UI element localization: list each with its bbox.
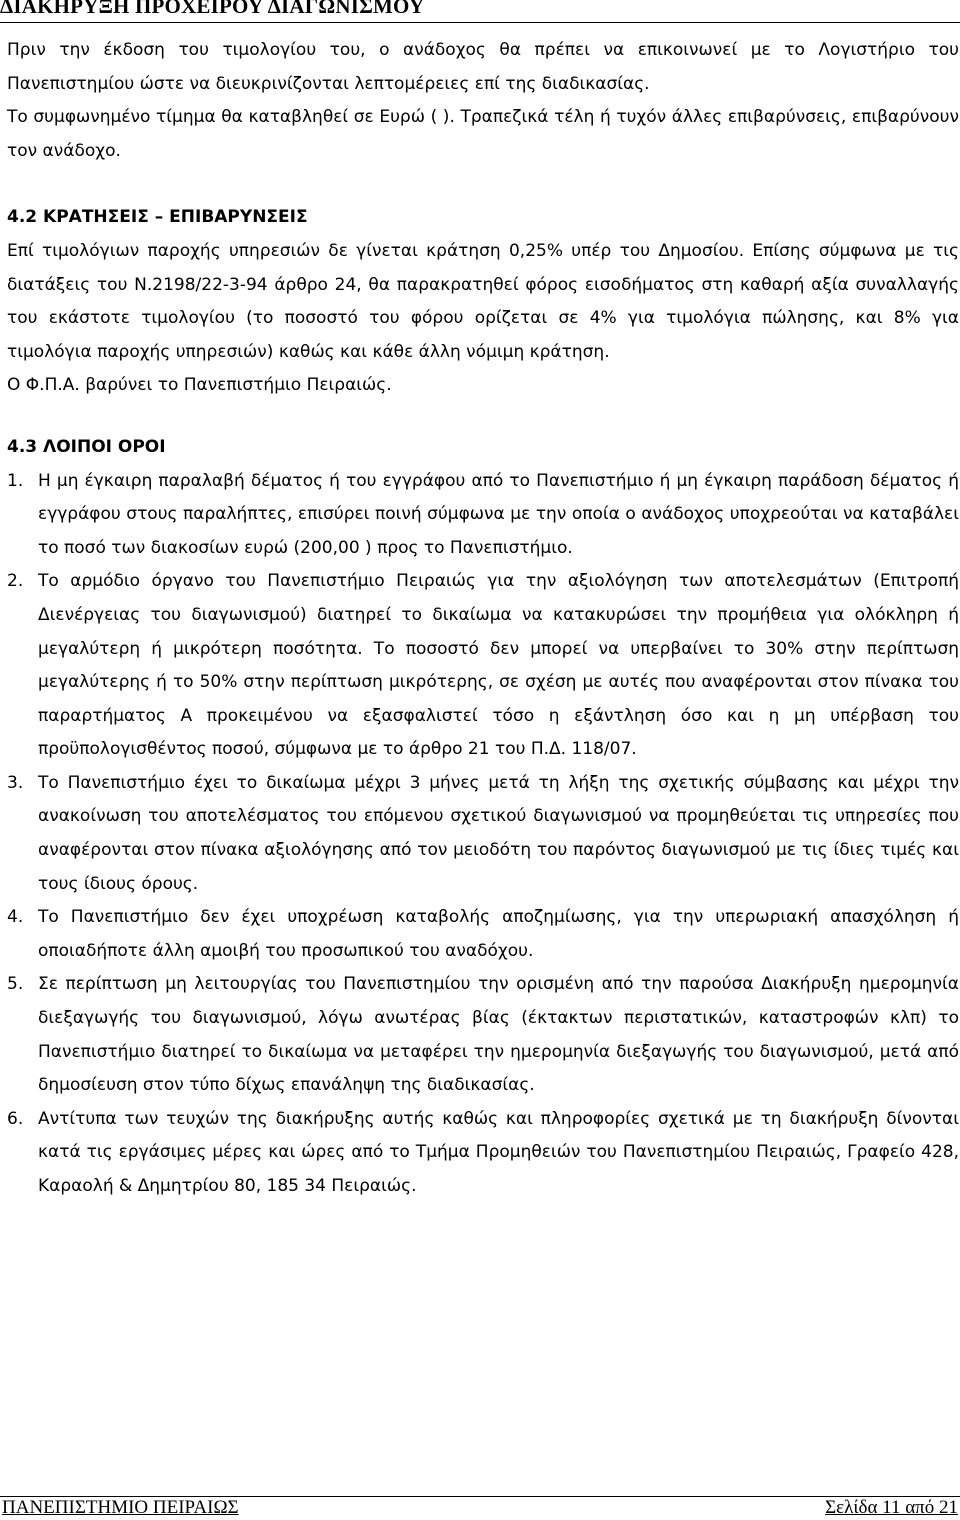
list-item-number: 3. [7, 772, 24, 793]
list-item [7, 1103, 959, 1204]
list-item [7, 465, 959, 566]
list-item-text: Το Πανεπιστήμιο έχει το δικαίωμα μέχρι 3 μήνες μετά τη λήξη της σχετικής σύμβασης και μέχρι την ανακοίνωση του αποτελέσματος του επόμενου σχετικού διαγωνισμού να προμηθεύεται τις υπηρεσίες που αναφέρονται στον πίνακα αξιολόγησης από τον μειοδότη του παρόντος διαγωνισμού με τις ίδιες τιμές και τους ίδιους όρους. [38, 772, 959, 894]
list-item-number: 2. [7, 571, 24, 592]
list-item [7, 767, 959, 901]
list-item-number: 1. [7, 470, 24, 491]
list-item-text: Αντίτυπα των τευχών της διακήρυξης αυτής καθώς και πληροφορίες σχετικά με τη διακήρυξη δίνονται κατά τις εργάσιμες μέρες και ώρες από το Τμήμα Προμηθειών του Πανεπιστημίου Πειραιώς, Γραφείο 428, Καραολή & Δημητρίου 80, 185 34 Πειραιώς. [38, 1108, 959, 1196]
list-item-text: Σε περίπτωση μη λειτουργίας του Πανεπιστημίου την ορισμένη από την παρούσα Διακήρυξη ημερομηνία διεξαγωγής του διαγωνισμού, λόγω ανωτέρας βίας (έκτακτων περιστατικών, καταστροφών κλπ) το Πανεπιστήμιο διατηρεί το δικαίωμα να μεταφέρει την ημερομηνία διεξαγωγής του διαγωνισμού, μετά από δημοσίευση στον τύπο δίχως επανάληψη της διαδικασίας. [38, 974, 959, 1096]
section-4-2-paragraph-2: Ο Φ.Π.Α. βαρύνει το Πανεπιστήμιο Πειραιώς. [7, 375, 392, 396]
section-4-2-paragraph-1: Επί τιμολόγιων παροχής υπηρεσιών δε γίνεται κράτηση 0,25% υπέρ του Δημοσίου. Επίσης σύμφωνα με τις διατάξεις του Ν.2198/22-3-94 άρθρο 24, θα παρακρατηθεί φόρος εισοδήματος στη καθαρή αξία συναλλαγής του εκάστοτε τιμολογίου (το ποσοστό του φόρου ορίζεται σε 4% για τιμολόγια πώλησης, και 8% για τιμολόγια παροχής υπηρεσιών) καθώς και κάθε άλλη νόμιμη κράτηση. [7, 240, 959, 362]
list-item [7, 901, 959, 968]
list-item-text: Το Πανεπιστήμιο δεν έχει υποχρέωση καταβολής αποζημίωσης, για την υπερωριακή απασχόληση ή οποιαδήποτε άλλη αμοιβή του προσωπικού του αναδόχου. [38, 907, 959, 961]
page-header [0, 0, 960, 23]
document-body [7, 34, 959, 1204]
intro-paragraph-2: Το συμφωνημένο τίμημα θα καταβληθεί σε Ευρώ ( ). Τραπεζικά τέλη ή τυχόν άλλες επιβαρύνσεις, επιβαρύνουν τον ανάδοχο. [7, 107, 959, 161]
footer-institution: ΠΑΝΕΠΙΣΤΗΜΙΟ ΠΕΙΡΑΙΩΣ [2, 1497, 239, 1518]
page-number: Σελίδα 11 από 21 [825, 1497, 958, 1518]
intro-paragraph-1: Πριν την έκδοση του τιμολογίου του, ο ανάδοχος θα πρέπει να επικοινωνεί με το Λογιστήριο του Πανεπιστημίου ώστε να διευκρινίζονται λεπτομέρειες επί της διαδικασίας. [7, 40, 959, 94]
list-item-number: 6. [7, 1108, 24, 1129]
section-4-2-heading: 4.2 ΚΡΑΤΗΣΕΙΣ – ΕΠΙΒΑΡΥΝΣΕΙΣ [7, 207, 308, 228]
list-item-number: 5. [7, 974, 24, 995]
list-item-text: Το αρμόδιο όργανο του Πανεπιστήμιο Πειραιώς για την αξιολόγηση των αποτελεσμάτων (Επιτροπή Διενέργειας του διαγωνισμού) διατηρεί το δικαίωμα να κατακυρώσει την προμήθεια για ολόκληρη ή μεγαλύτερη ή μικρότερη ποσότητα. Το ποσοστό δεν μπορεί να υπερβαίνει το 30% στην περίπτωση μεγαλύτερης ή το 50% στην περίπτωση μικρότερης, σε σχέση με αυτές που αναφέρονται στον πίνακα του παραρτήματος Α προκειμένου να εξασφαλιστεί τόσο η εξάντληση όσο και η μη υπέρβαση του προϋπολογισθέντος ποσού, σύμφωνα με το άρθρο 21 του Π.Δ. 118/07. [38, 571, 959, 760]
section-4-3-heading: 4.3 ΛΟΙΠΟΙ ΟΡΟΙ [7, 436, 166, 457]
list-item-text: Η μη έγκαιρη παραλαβή δέματος ή του εγγράφου από το Πανεπιστήμιο ή μη έγκαιρη παράδοση δέματος ή εγγράφου στους παραλήπτες, επισύρει ποινή σύμφωνα με την οποία ο ανάδοχος υποχρεούται να καταβάλει το ποσό των διακοσίων ευρώ (200,00 ) προς το Πανεπιστήμιο. [38, 470, 959, 558]
list-item [7, 565, 959, 767]
list-item-number: 4. [7, 907, 24, 928]
header-title: ΔΙΑΚΗΡΥΞΗ ΠΡΟΧΕΙΡΟΥ ΔΙΑΓΩΝΙΣΜΟΥ [0, 0, 425, 18]
list-item [7, 968, 959, 1102]
